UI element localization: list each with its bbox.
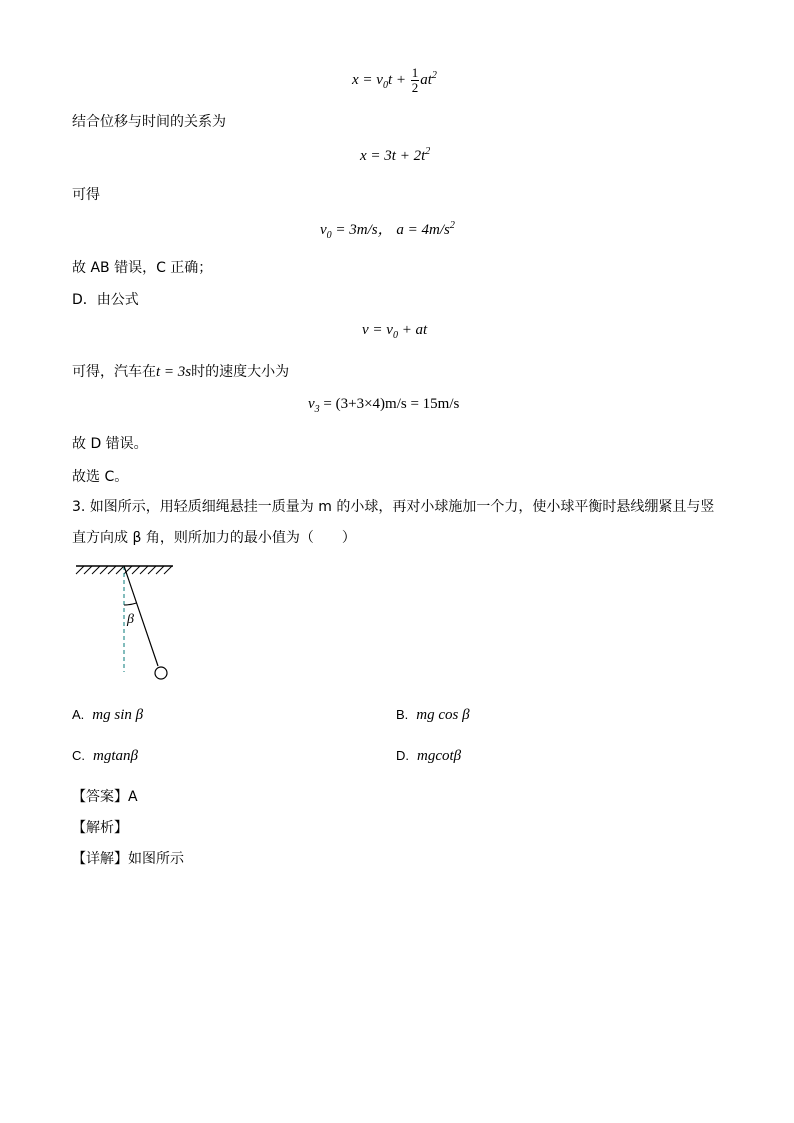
- text-segment: 可得，汽车在: [72, 364, 156, 380]
- text-line: [72, 361, 289, 381]
- eq-sup: 2: [431, 69, 437, 81]
- equation-velocity-formula: [362, 322, 427, 341]
- equation-given-displacement: [360, 146, 430, 165]
- option-a[interactable]: [72, 707, 143, 724]
- fraction: [411, 66, 420, 95]
- eq-sup: 2: [425, 146, 431, 157]
- eq-sup: 2: [449, 220, 455, 231]
- text-line: 结合位移与时间的关系为: [72, 114, 226, 130]
- text-line: 故 D 错误。: [72, 436, 148, 452]
- inline-math: t = 3s: [156, 364, 192, 380]
- eq-text: = (3+3×4)m/s = 15m/s: [319, 396, 460, 412]
- detail-line: 【详解】如图所示: [72, 851, 184, 867]
- option-value: mg sin β: [92, 707, 144, 723]
- option-label: B.: [396, 707, 409, 722]
- angle-label: β: [127, 612, 134, 627]
- fraction-denominator: 2: [411, 80, 419, 95]
- eq-sub: 0: [382, 79, 388, 91]
- text-line: 可得: [72, 187, 100, 203]
- eq-text: at: [420, 71, 432, 88]
- option-label: D.: [396, 748, 409, 763]
- eq-text: t +: [387, 71, 406, 88]
- text-line: 故选 C。: [72, 469, 129, 485]
- option-value: mgtanβ: [93, 748, 138, 764]
- question-text: 直方向成 β 角，则所加力的最小值为（ ）: [72, 530, 356, 546]
- option-d[interactable]: [396, 748, 461, 765]
- text-line: 故 AB 错误，C 正确；: [72, 260, 213, 276]
- eq-text: v = v: [362, 322, 393, 338]
- angle-arc: [124, 603, 137, 605]
- eq-sub: 3: [314, 404, 320, 415]
- option-b[interactable]: [396, 707, 470, 724]
- eq-sub: 0: [326, 230, 332, 241]
- eq-text: x = 3t + 2t: [360, 148, 426, 164]
- equation-displacement-formula: [352, 66, 437, 95]
- analysis-heading: 【解析】: [72, 820, 128, 836]
- fraction-numerator: 1: [411, 65, 419, 80]
- text-line: D．由公式: [72, 292, 139, 308]
- eq-text: v: [320, 222, 327, 238]
- equation-initial-velocity-acceleration: [320, 218, 455, 241]
- eq-sub: 0: [392, 330, 398, 341]
- text-segment: 时的速度大小为: [191, 364, 290, 380]
- pendulum-figure: [70, 560, 190, 685]
- eq-text: = 3m/s，: [331, 222, 393, 238]
- option-label: C.: [72, 748, 85, 763]
- eq-text: x = v: [352, 71, 383, 88]
- option-value: mgcotβ: [417, 748, 462, 764]
- eq-text: a = 4m/s: [396, 222, 450, 238]
- option-label: A.: [72, 707, 85, 722]
- eq-text: v: [308, 396, 315, 412]
- eq-text: + at: [397, 322, 428, 338]
- equation-velocity-result: [308, 396, 459, 415]
- option-value: mg cos β: [416, 707, 470, 723]
- answer-line: 【答案】A: [72, 789, 138, 805]
- question-text: 3. 如图所示，用轻质细绳悬挂一质量为 m 的小球，再对小球施加一个力，使小球平衡时悬线绷紧且与竖: [72, 499, 715, 515]
- option-c[interactable]: [72, 748, 138, 765]
- ball: [155, 667, 167, 679]
